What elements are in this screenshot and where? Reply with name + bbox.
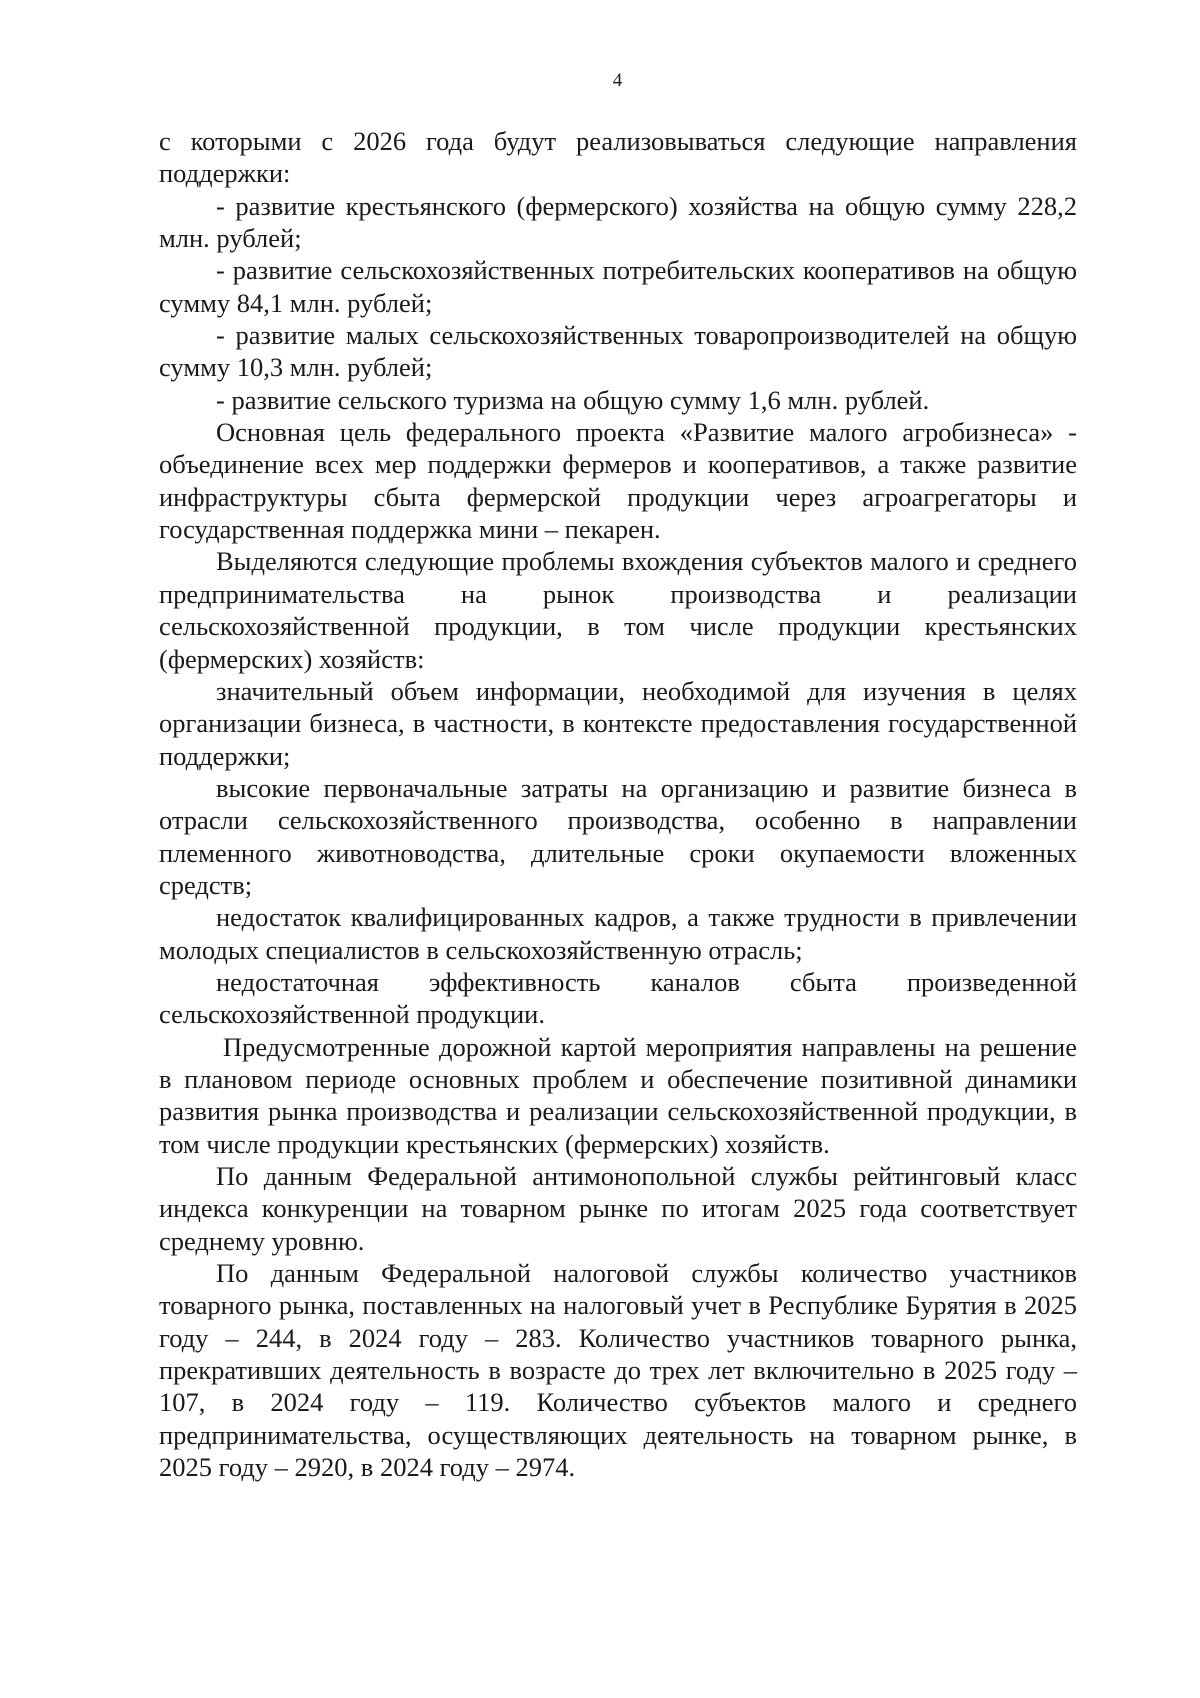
bullet-item-small-producers: - развитие малых сельскохозяйственных товаропроизводителей на общую сумму 10,3 млн. рублей; <box>159 320 1077 383</box>
document-body <box>159 125 1077 1483</box>
bullet-item-cooperatives: - развитие сельскохозяйственных потребительских кооперативов на общую сумму 84,1 млн. рублей; <box>159 255 1077 318</box>
bullet-item-tourism: - развитие сельского туризма на общую сумму 1,6 млн. рублей. <box>216 384 930 415</box>
problem-item-staff: недостаток квалифицированных кадров, а также трудности в привлечении молодых специалистов в сельскохозяйственную отрасль; <box>159 902 1077 965</box>
page-number: 4 <box>612 70 623 91</box>
paragraph-problems-intro: Выделяются следующие проблемы вхождения субъектов малого и среднего предпринимательства на рынок производства и реализации сельскохозяйственной продукции, в том числе продукции крестьянских (фермерских) хозяйств: <box>159 546 1077 674</box>
paragraph-project-goal: Основная цель федерального проекта «Развитие малого агробизнеса» - объединение всех мер поддержки фермеров и кооперативов, а также развитие инфраструктуры сбыта фермерской продукции через агроагрегаторы и государственная поддержка мини – пекарен. <box>159 417 1077 545</box>
paragraph-roadmap: Предусмотренные дорожной картой мероприятия направлены на решение в плановом периоде основных проблем и обеспечение позитивной динамики развития рынка производства и реализации сельскохозяйственной продукции, в том числе продукции крестьянских (фермерских) хозяйств. <box>159 1031 1077 1159</box>
paragraph-continuation: с которыми с 2026 года будут реализовываться следующие направления поддержки: <box>159 126 1077 189</box>
problem-item-sales-channels: недостаточная эффективность каналов сбыта произведенной сельскохозяйственной продукции. <box>159 966 1077 1030</box>
bullet-item-farm: - развитие крестьянского (фермерского) хозяйства на общую сумму 228,2 млн. рублей; <box>159 190 1077 254</box>
paragraph-fas-data: По данным Федеральной антимонопольной службы рейтинговый класс индекса конкуренции на товарном рынке по итогам 2025 года соответствует среднему уровню. <box>159 1161 1077 1256</box>
problem-item-costs: высокие первоначальные затраты на организацию и развитие бизнеса в отрасли сельскохозяйственного производства, особенно в направлении племенного животноводства, длительные сроки окупаемости вложенных средств; <box>159 772 1077 900</box>
paragraph-fns-data: По данным Федеральной налоговой службы количество участников товарного рынка, поставленных на налоговый учет в Республике Бурятия в 2025 году – 244, в 2024 году – 283. Количество участников товарного рынка, прекративших деятельность в возрасте до трех лет включительно в 2025 году – 107, в 2024 году – 119. Количество субъектов малого и среднего предпринимательства, осуществляющих деятельность на товарном рынке, в 2025 году – 2920, в 2024 году – 2974. <box>159 1258 1077 1483</box>
problem-item-information: значительный объем информации, необходимой для изучения в целях организации бизнеса, в частности, в контексте предоставления государственной поддержки; <box>159 675 1077 771</box>
